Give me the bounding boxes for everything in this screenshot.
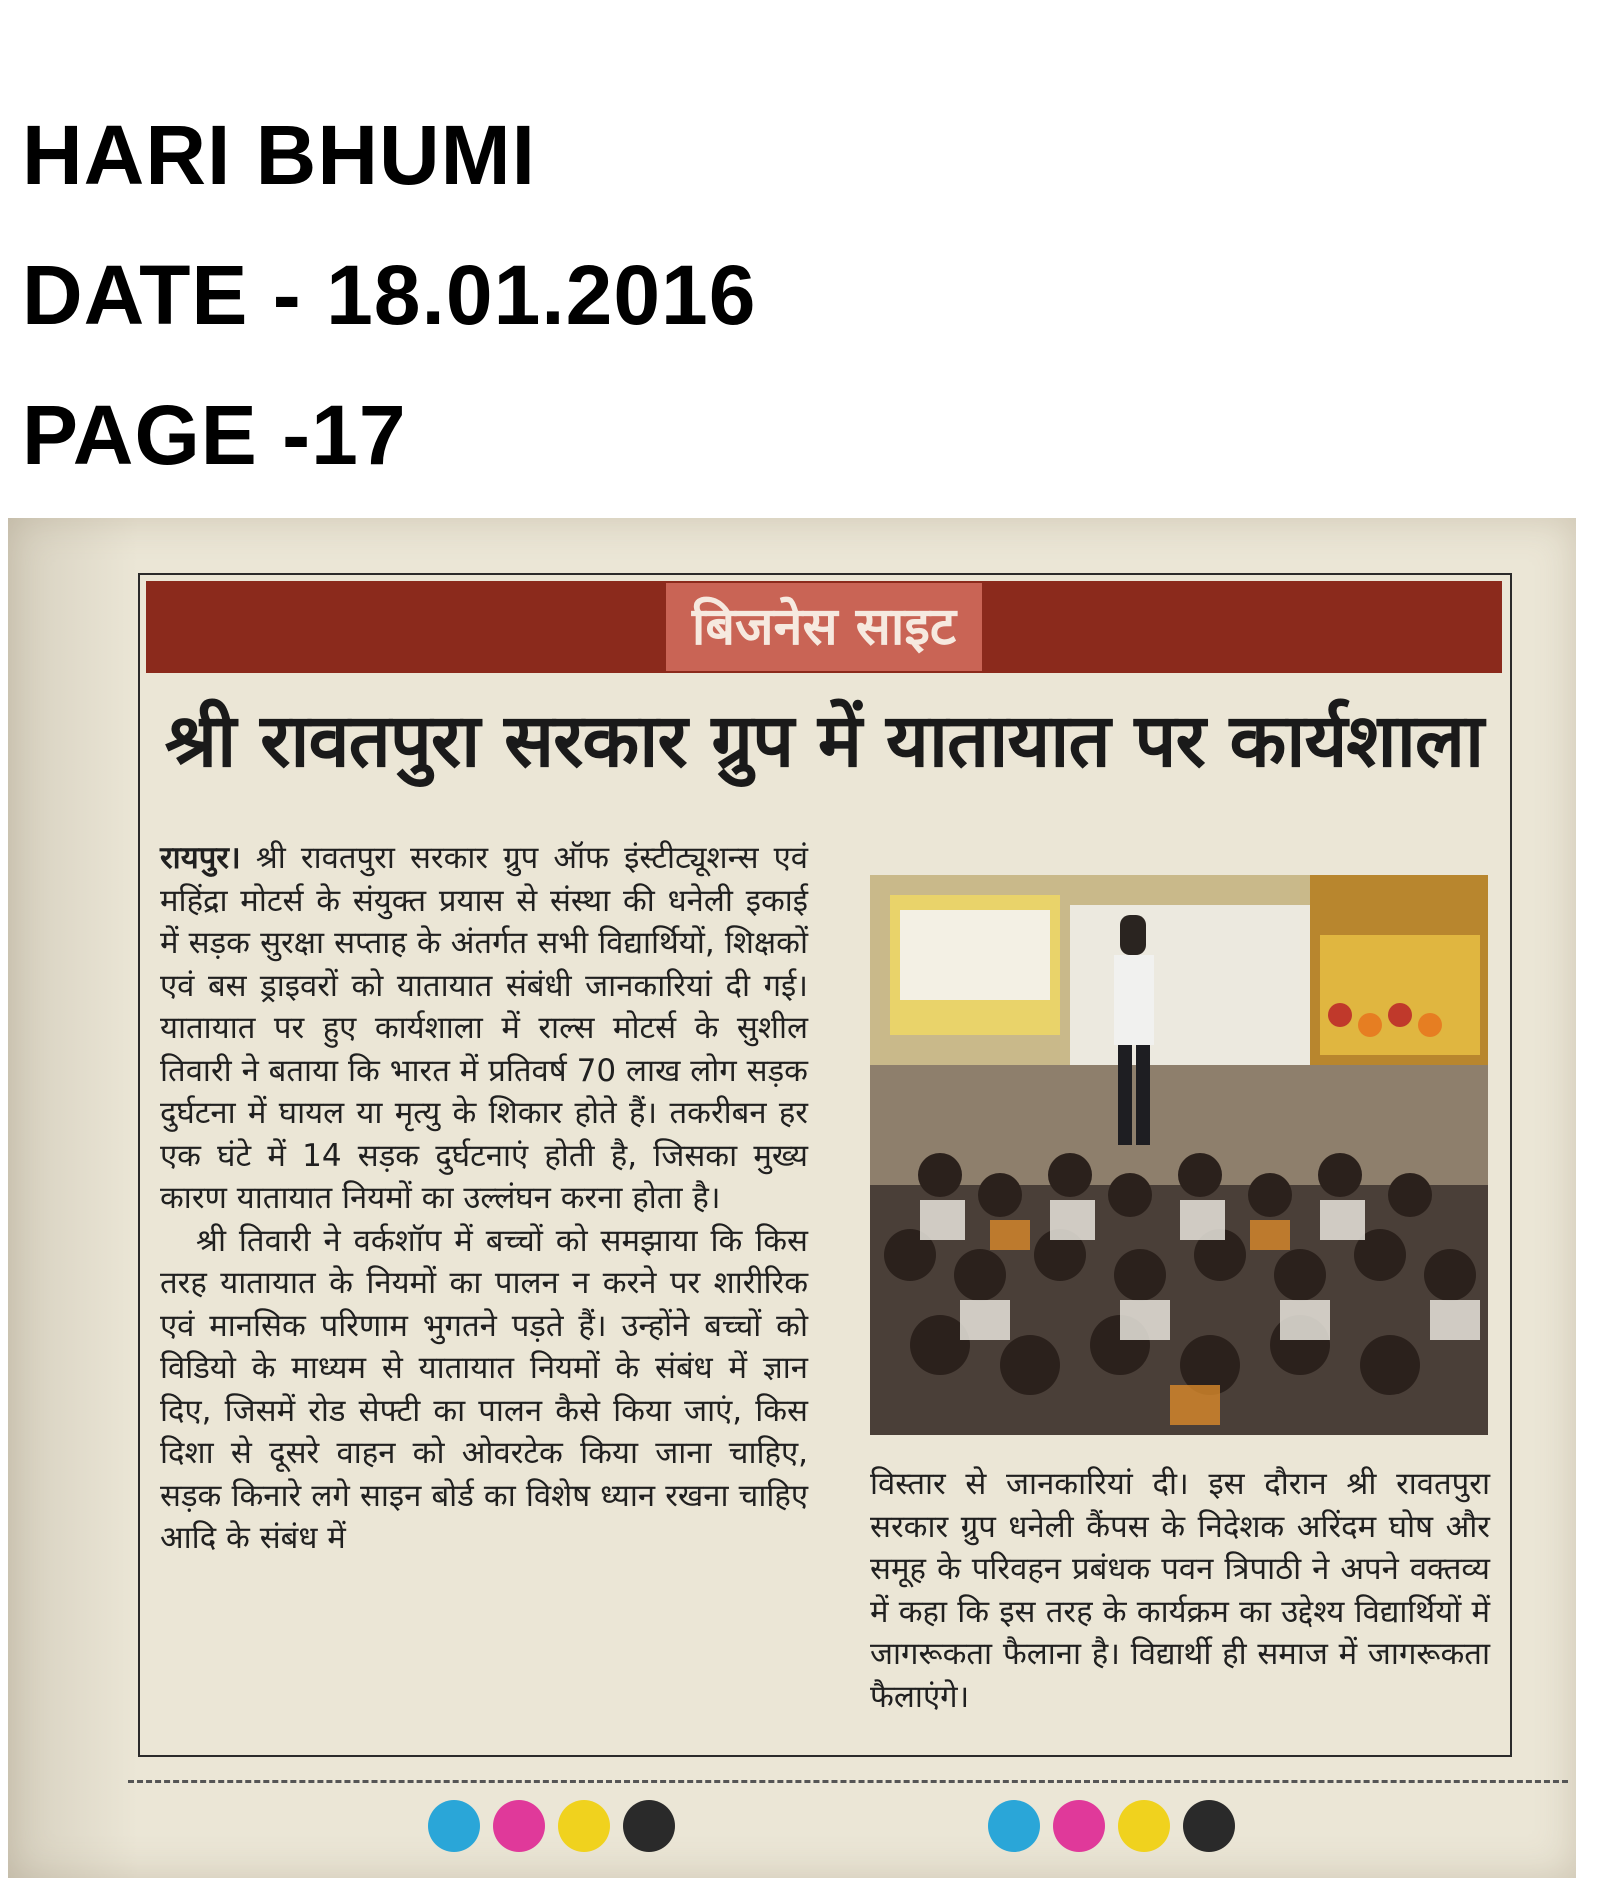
- page-number: PAGE -17: [22, 388, 407, 482]
- article-box: [138, 573, 1512, 1757]
- publication-name: HARI BHUMI: [22, 108, 536, 202]
- article-paragraph-3: विस्तार से जानकारियां दी। इस दौरान श्री रावतपुरा सरकार ग्रुप धनेली कैंपस के निदेशक अरिंदम घोष और समूह के परिवहन प्रबंधक पवन त्रिपाठी ने अपने वक्तव्य में कहा कि इस तरह के कार्यक्रम का उद्देश्य विद्यार्थियों में जागरूकता फैलाना है। विद्यार्थी ही समाज में जागरूकता फैलाएंगे।: [870, 1466, 1490, 1715]
- registration-dot-magenta: [493, 1800, 545, 1852]
- registration-dot-cyan: [988, 1800, 1040, 1852]
- paper-fold-shadow: [8, 518, 138, 1878]
- registration-dot-black: [1183, 1800, 1235, 1852]
- article-paragraph-2: श्री तिवारी ने वर्कशॉप में बच्चों को समझाया कि किस तरह यातायात के नियमों का पालन न करने पर शारीरिक एवं मानसिक परिणाम भुगतने पड़ते हैं। उन्होंने बच्चों को विडियो के माध्यम से यातायात नियमों के संबंध में ज्ञान दिए, जिसमें रोड सेफ्टी का पालन कैसे किया जाएं, किस दिशा से दूसरे वाहन को ओवरटेक किया जाना चाहिए, सड़क किनारे लगे साइन बोर्ड का विशेष ध्यान रखना चाहिए आदि के संबंध में: [160, 1222, 808, 1556]
- article-photo: [870, 875, 1488, 1435]
- newspaper-clipping: [8, 518, 1576, 1878]
- registration-marks: [8, 1800, 1576, 1860]
- section-banner-label: बिजनेस साइट: [666, 583, 982, 671]
- registration-dot-yellow: [1118, 1800, 1170, 1852]
- registration-dot-yellow: [558, 1800, 610, 1852]
- publication-date: DATE - 18.01.2016: [22, 248, 757, 342]
- trim-line: [128, 1780, 1568, 1783]
- article-column-left: [160, 837, 808, 1560]
- registration-dot-cyan: [428, 1800, 480, 1852]
- workshop-photo-illustration: [870, 875, 1488, 1435]
- article-headline: श्री रावतपुरा सरकार ग्रुप में यातायात पर कार्यशाला: [164, 698, 1484, 784]
- article-paragraph-1: [160, 837, 808, 1220]
- clipping-header: [22, 85, 757, 505]
- registration-dot-magenta: [1053, 1800, 1105, 1852]
- paragraph-1-text: श्री रावतपुरा सरकार ग्रुप ऑफ इंस्टीट्यूशन्स एवं महिंद्रा मोटर्स के संयुक्त प्रयास से संस्था की धनेली इकाई में सड़क सुरक्षा सप्ताह के अंतर्गत सभी विद्यार्थियों, शिक्षकों एवं बस ड्राइवरों को यातायात संबंधी जानकारियां दी गई। यातायात पर हुए कार्यशाला में राल्स मोटर्स के सुशील तिवारी ने बताया कि भारत में प्रतिवर्ष 70 लाख लोग सड़क दुर्घटना में घायल या मृत्यु के शिकार होते हैं। तकरीबन हर एक घंटे में 14 सड़क दुर्घटनाएं होती है, जिसका मुख्य कारण यातायात नियमों का उल्लंघन करना होता है।: [160, 840, 808, 1216]
- registration-dot-black: [623, 1800, 675, 1852]
- section-banner: [146, 581, 1502, 673]
- dateline: रायपुर।: [160, 840, 241, 876]
- article-column-right: [870, 1463, 1490, 1718]
